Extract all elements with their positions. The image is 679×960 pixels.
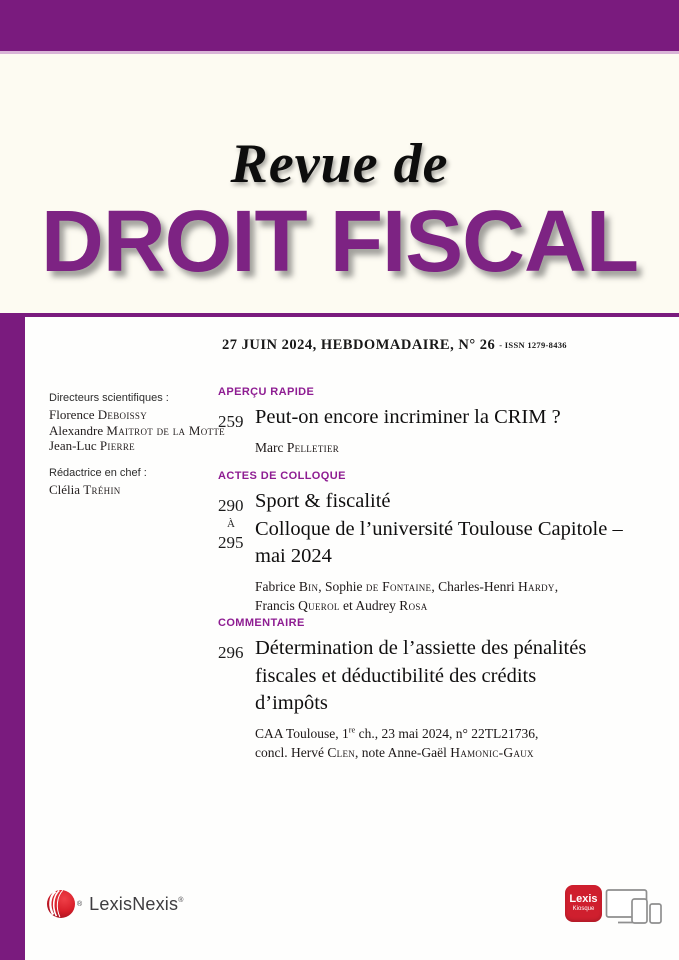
- article-title: Peut-on encore incriminer la CRIM ?: [255, 406, 561, 428]
- director-name: Jean-Luc Pierre: [49, 438, 135, 453]
- toc-item: [218, 404, 658, 457]
- director-name: Alexandre Maitrot de la Motte: [49, 422, 225, 438]
- devices-icon: [605, 887, 663, 929]
- toc-item: [218, 488, 658, 615]
- case-reference: CAA Toulouse, 1re ch., 23 mai 2024, n° 22TL21736, concl. Hervé Clen, note Anne-Gaël Hamonic-Gaux: [255, 725, 539, 760]
- lexisnexis-logo: [46, 889, 184, 919]
- page-number: 296: [218, 643, 244, 662]
- lexisnexis-wordmark: LexisNexis®: [89, 893, 184, 914]
- directors-label: Directeurs scientifiques :: [49, 392, 169, 404]
- left-purple-column: [0, 313, 25, 960]
- section-actes-de-colloque: [218, 470, 658, 615]
- article-authors: Fabrice Bin, Sophie de Fontaine, Charles-Henri Hardy, Francis Querol et Audrey Rosa: [255, 578, 559, 613]
- lexisnexis-sphere-icon: [46, 889, 76, 919]
- page-number: 259: [218, 412, 244, 431]
- editorial-sidebar: [49, 392, 225, 497]
- page-number: 290: [218, 496, 244, 515]
- article-title: mai 2024: [255, 545, 332, 567]
- page-number-column: [218, 488, 255, 615]
- magazine-title: DROIT FISCAL: [41, 193, 638, 290]
- article-title: d’impôts: [255, 692, 328, 714]
- section-label: APERÇU RAPIDE: [218, 386, 315, 398]
- lexis-kiosque-badge: [565, 885, 663, 929]
- registered-mark: ®: [178, 896, 184, 904]
- editor-label: Rédactrice en chef :: [49, 466, 147, 479]
- toc-item: [218, 635, 658, 762]
- table-of-contents: [218, 0, 658, 960]
- director-name: Florence Deboissy: [49, 407, 148, 422]
- article-title: Colloque de l’université Toulouse Capitole –: [255, 517, 623, 540]
- section-commentaire: [218, 617, 658, 762]
- page-number-column: [218, 635, 255, 762]
- article-title: Détermination de l’assiette des pénalités: [255, 637, 587, 659]
- section-apercu-rapide: [218, 386, 658, 457]
- issue-date-number: 27 JUIN 2024, HEBDOMADAIRE, N° 26: [222, 337, 496, 353]
- section-label: ACTES DE COLLOQUE: [218, 470, 346, 482]
- lexis-kiosque-app-icon: Lexis Kiosque: [565, 885, 602, 922]
- article-title: Sport & fiscalité: [255, 490, 391, 512]
- editor-name: Clélia Tréhin: [49, 481, 121, 497]
- article-title: fiscales et déductibilité des crédits: [255, 664, 537, 687]
- article-authors: Marc Pelletier: [255, 439, 340, 455]
- issn: - ISSN 1279-8436: [499, 340, 567, 350]
- registered-mark: ®: [77, 900, 83, 908]
- page-number-column: [218, 404, 255, 457]
- section-label: COMMENTAIRE: [218, 617, 305, 629]
- page-number: 295: [218, 533, 244, 552]
- page-range-separator: À: [227, 518, 235, 530]
- pretitle: Revue de: [230, 133, 449, 195]
